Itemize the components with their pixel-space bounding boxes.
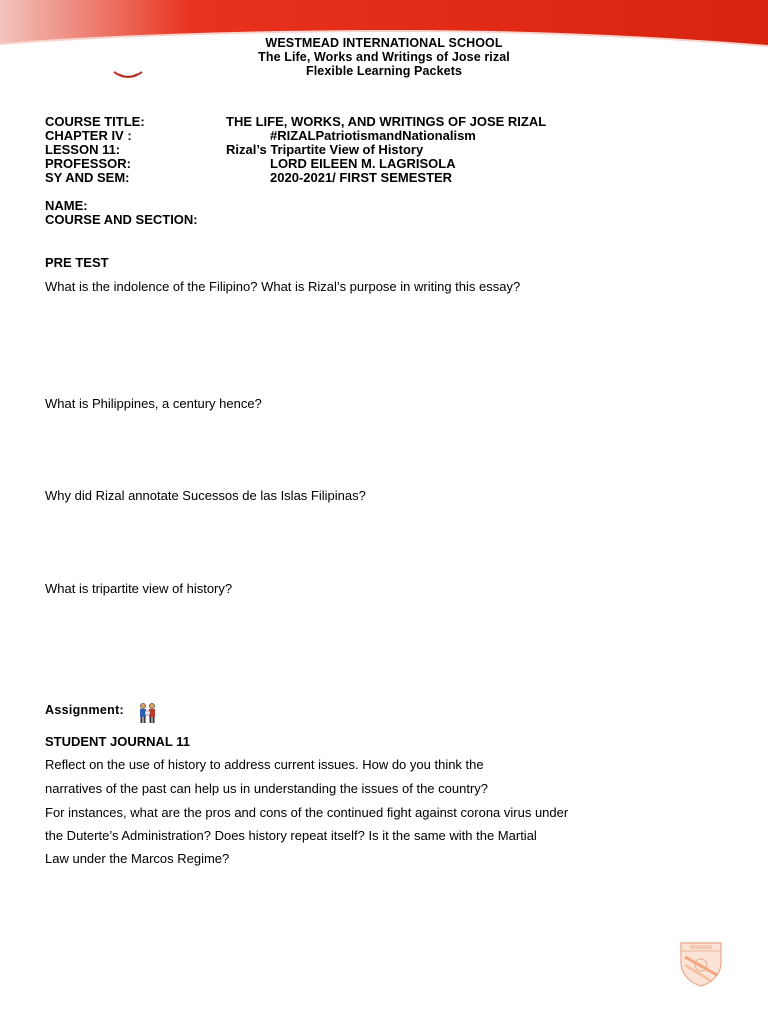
lesson-value: Rizal’s Tripartite View of History [226, 142, 424, 157]
school-name: WESTMEAD INTERNATIONAL SCHOOL [265, 36, 503, 50]
professor-label: PROFESSOR: [45, 156, 131, 171]
assignment-label: Assignment: [45, 703, 125, 717]
course-section-label: COURSE AND SECTION: [45, 212, 198, 227]
name-label: NAME: [45, 198, 88, 213]
pre-test-question: What is tripartite view of history? [45, 581, 233, 596]
school-seal-icon [676, 941, 726, 987]
pre-test-question: Why did Rizal annotate Sucessos de las Islas Filipinas? [45, 488, 366, 503]
chapter-label: CHAPTER IV : [45, 128, 132, 143]
pre-test-question: What is Philippines, a century hence? [45, 396, 262, 411]
journal-prompt-line: Reflect on the use of history to address current issues. How do you think the [45, 757, 484, 772]
journal-prompt-line: the Duterte’s Administration? Does history repeat itself? Is it the same with the Martial [45, 828, 537, 843]
professor-value: LORD EILEEN M. LAGRISOLA [270, 156, 456, 171]
school-logo-icon [110, 70, 146, 82]
journal-title: STUDENT JOURNAL 11 [45, 734, 190, 749]
packet-label: Flexible Learning Packets [305, 64, 463, 78]
sy-sem-label: SY AND SEM: [45, 170, 130, 185]
students-icon [137, 702, 159, 724]
course-title-label: COURSE TITLE: [45, 114, 145, 129]
course-title-value: THE LIFE, WORKS, AND WRITINGS OF JOSE RIZAL [226, 114, 547, 129]
pre-test-question: What is the indolence of the Filipino? What is Rizal’s purpose in writing this essay? [45, 279, 521, 294]
journal-prompt-line: For instances, what are the pros and cons of the continued fight against corona virus under [45, 805, 569, 820]
student-info [45, 199, 198, 227]
sy-sem-value: 2020-2021/ FIRST SEMESTER [270, 170, 453, 185]
lesson-label: LESSON 11: [45, 142, 121, 157]
course-subtitle: The Life, Works and Writings of Jose rizal [258, 50, 510, 64]
journal-prompt-line: narratives of the past can help us in understanding the issues of the country? [45, 781, 488, 796]
chapter-value: #RIZALPatriotismandNationalism [270, 128, 476, 143]
journal-prompt-line: Law under the Marcos Regime? [45, 851, 230, 866]
pre-test-title: PRE TEST [45, 255, 109, 270]
